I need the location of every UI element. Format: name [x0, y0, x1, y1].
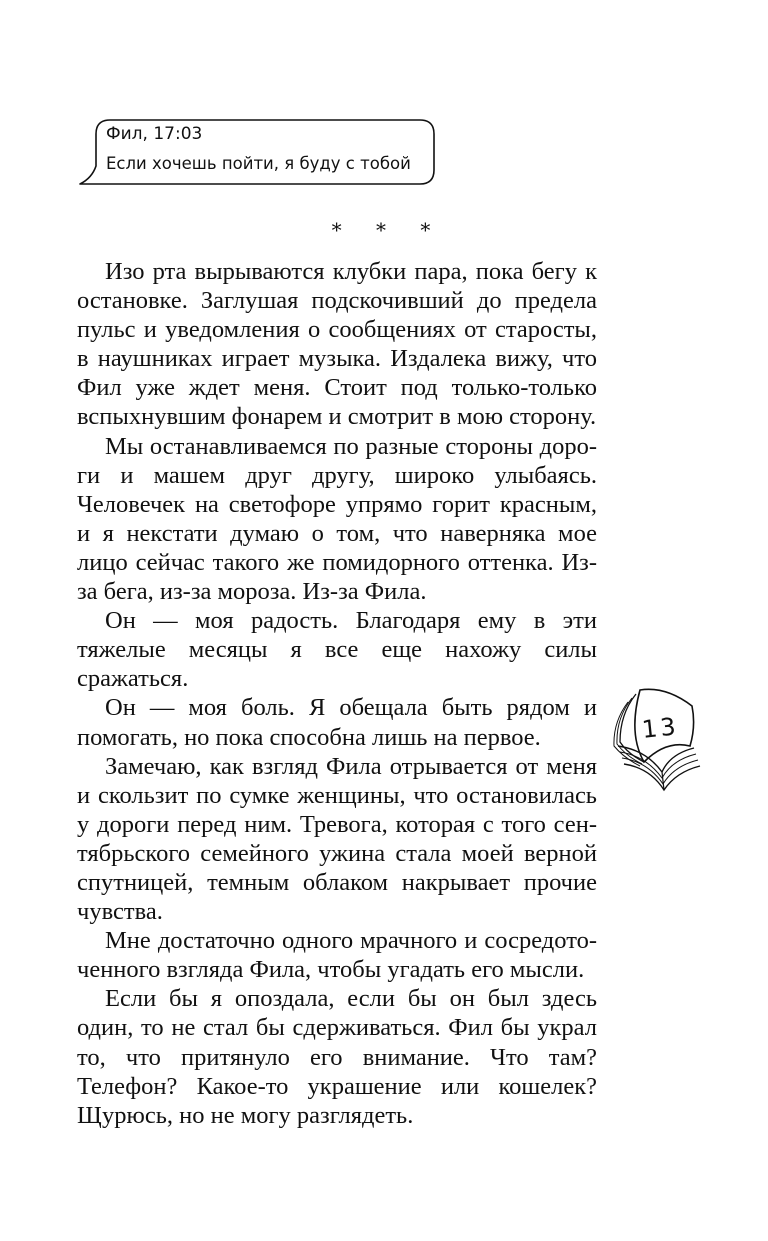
paragraph: Изо рта вырываются клубки пара, пока бегу к остановке. Заглушая подскочивший до предела пульс и уведомления о сообщениях от старосты, в наушниках играет музыка. Издалека вижу, что Фил уже ждет меня. Стоит под только-только вспыхнувшим фонарем и смотрит в мою сторону.: [77, 258, 597, 431]
paragraph: Если бы я опоздала, если бы он был здесь один, то не стал бы сдерживаться. Фил бы украл то, что притянуло его внимание. Что там? Телефон? Какое-то украшение или кошелек? Щурюсь, но не могу разглядеть.: [77, 985, 597, 1129]
page-number-badge: [606, 684, 702, 794]
paragraph: Мы останавливаемся по разные стороны дороги и машем друг другу, широко улыбаясь. Человечек на светофоре упрямо горит красным, и я некстати думаю о том, что наверняка мое лицо сейчас такого же помидорного оттенка. Из-за бега, из-за мороза. Из-за Фила.: [77, 432, 597, 606]
paragraph: Он — моя радость. Благодаря ему в эти тяжелые месяцы я все еще нахожу силы сражаться.: [77, 607, 597, 693]
scene-separator: * * *: [331, 218, 445, 242]
message-text: Если хочешь пойти, я буду с тобой: [106, 154, 411, 173]
paragraph: Он — моя боль. Я обещала быть рядом и помогать, но пока способна лишь на первое.: [77, 694, 597, 751]
page-number: 13: [640, 712, 680, 744]
paragraph: Мне достаточно одного мрачного и сосредоточенного взгляда Фила, чтобы угадать его мысли.: [77, 927, 597, 984]
paragraph: Замечаю, как взгляд Фила отрывается от меня и скользит по сумке женщины, что остановилась у дороги перед ним. Тревога, которая с того сентябрьского семейного ужина стала моей верной спутницей, темным облаком накрывает прочие чувства.: [77, 752, 597, 926]
message-sender-time: Фил, 17:03: [106, 124, 203, 144]
body-text: [77, 257, 597, 1130]
message-bubble: [78, 118, 436, 186]
